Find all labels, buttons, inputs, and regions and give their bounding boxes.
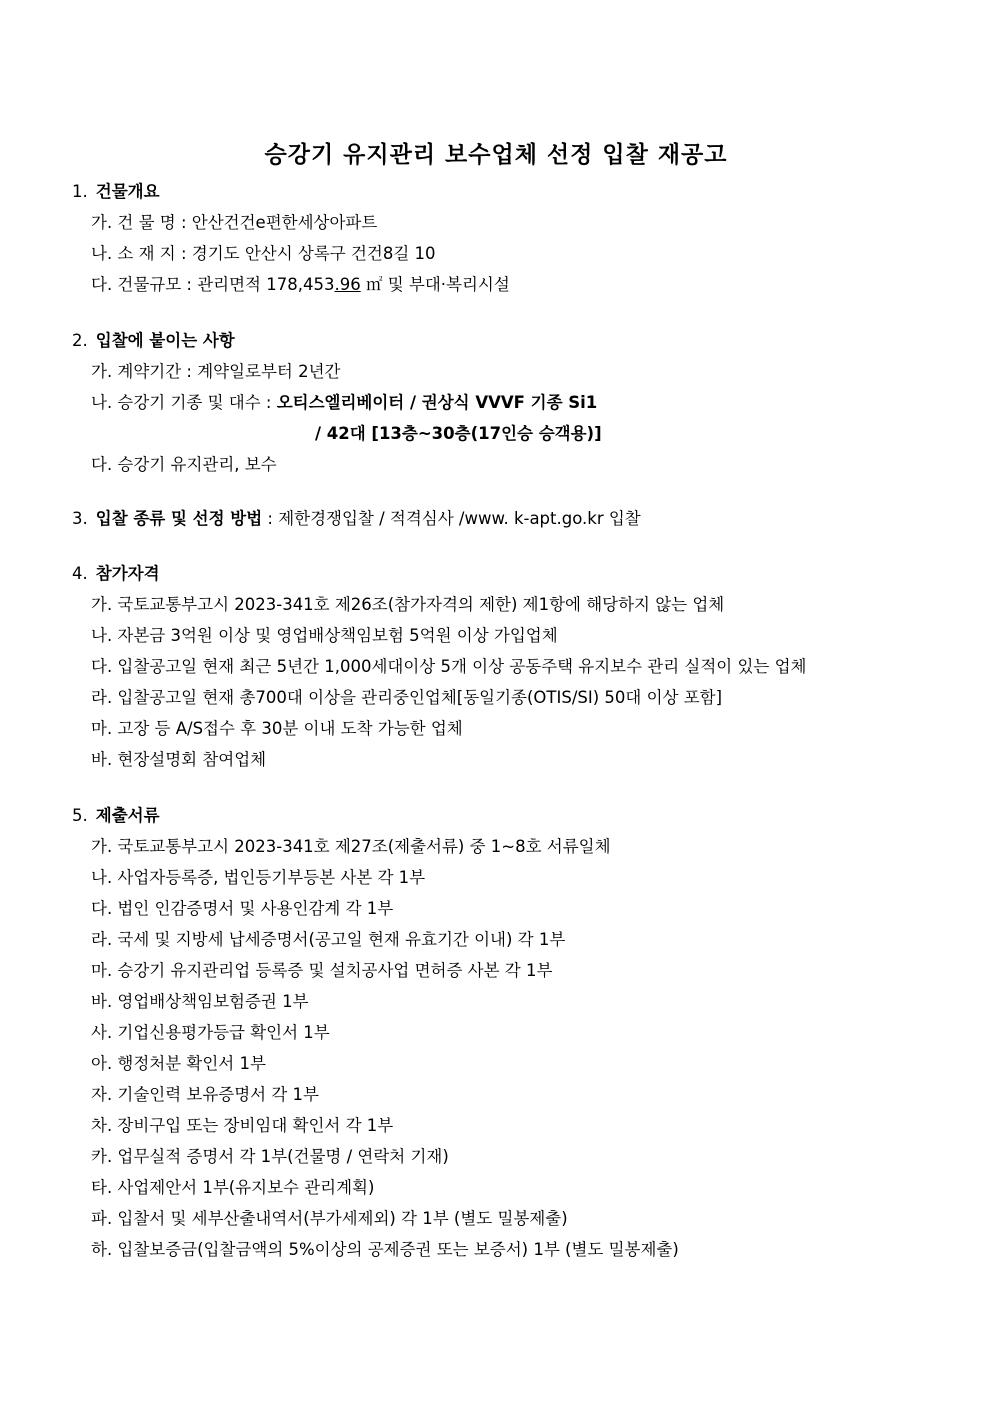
item-label: 나. 승강기 기종 및 대수 : — [91, 393, 277, 412]
list-item: 나. 자본금 3억원 이상 및 영업배상책임보험 5억원 이상 가입업체 — [91, 626, 558, 645]
list-item: 나. 사업자등록증, 법인등기부등본 사본 각 1부 — [91, 868, 426, 887]
item-label: 가. 건 물 명 : — [91, 213, 192, 232]
section-1-number: 1. — [72, 182, 88, 201]
list-item: 사. 기업신용평가등급 확인서 1부 — [91, 1023, 330, 1042]
section-3-title: 입찰 종류 및 선정 방법 — [95, 509, 263, 528]
section-4-title: 참가자격 — [95, 564, 160, 583]
section-1-heading — [72, 181, 160, 203]
list-item — [91, 361, 341, 383]
section-4-number: 4. — [72, 564, 88, 583]
list-item: 라. 국세 및 지방세 납세증명서(공고일 현재 유효기간 이내) 각 1부 — [91, 930, 566, 949]
item-text: 계약일로부터 2년간 — [197, 362, 341, 381]
list-item: 다. 입찰공고일 현재 최근 5년간 1,000세대이상 5개 이상 공동주택 유지보수 관리 실적이 있는 업체 — [91, 657, 807, 676]
section-5-title: 제출서류 — [95, 806, 160, 825]
item-text: 안산건건e편한세상아파트 — [191, 213, 378, 232]
item-label: 나. 소 재 지 : — [91, 244, 192, 263]
section-3-heading — [72, 508, 641, 530]
list-item — [91, 212, 377, 234]
list-item: 차. 장비구입 또는 장비임대 확인서 각 1부 — [91, 1116, 394, 1135]
list-item-continuation: / 42대 [13층~30층(17인승 승객용)] — [315, 424, 602, 443]
list-item: 마. 승강기 유지관리업 등록증 및 설치공사업 면허증 사본 각 1부 — [91, 961, 553, 980]
item-label: 다. 건물규모 : — [91, 275, 198, 294]
list-item — [91, 454, 277, 476]
item-text: 오티스엘리베이터 / 권상식 VVVF 기종 Si1 — [276, 393, 598, 412]
item-text: 관리면적 178,453 — [197, 275, 335, 294]
section-4-heading — [72, 563, 160, 585]
list-item: 바. 영업배상책임보험증권 1부 — [91, 992, 309, 1011]
list-item: 아. 행정처분 확인서 1부 — [91, 1054, 266, 1073]
list-item: 가. 국토교통부고시 2023-341호 제26조(참가자격의 제한) 제1항에 해당하지 않는 업체 — [91, 595, 725, 614]
section-2-title: 입찰에 붙이는 사항 — [95, 331, 235, 350]
list-item — [91, 392, 597, 414]
item-text: 승강기 유지관리, 보수 — [117, 455, 277, 474]
item-label: 다. — [91, 455, 118, 474]
list-item — [91, 243, 436, 265]
document-title: 승강기 유지관리 보수업체 선정 입찰 재공고 — [264, 142, 728, 168]
list-item: 라. 입찰공고일 현재 총700대 이상을 관리중인업체[동일기종(OTIS/SI) 50대 이상 포함] — [91, 688, 723, 707]
list-item: 타. 사업제안서 1부(유지보수 관리계획) — [91, 1178, 375, 1197]
section-3-text: : 제한경쟁입찰 / 적격심사 /www. k-apt.go.kr 입찰 — [262, 509, 641, 528]
item-label: 가. 계약기간 : — [91, 362, 198, 381]
list-item: 자. 기술인력 보유증명서 각 1부 — [91, 1085, 319, 1104]
list-item: 다. 법인 인감증명서 및 사용인감계 각 1부 — [91, 899, 394, 918]
section-3-number: 3. — [72, 509, 88, 528]
list-item — [91, 274, 510, 296]
list-item: 바. 현장설명회 참여업체 — [91, 750, 267, 769]
list-item: 파. 입찰서 및 세부산출내역서(부가세제외) 각 1부 (별도 밀봉제출) — [91, 1209, 568, 1228]
list-item: 카. 업무실적 증명서 각 1부(건물명 / 연락처 기재) — [91, 1147, 449, 1166]
section-5-heading — [72, 805, 160, 827]
section-1-title: 건물개요 — [95, 182, 160, 201]
section-2-number: 2. — [72, 331, 88, 350]
section-5-number: 5. — [72, 806, 88, 825]
list-item: 가. 국토교통부고시 2023-341호 제27조(제출서류) 중 1~8호 서류일체 — [91, 837, 611, 856]
item-text: ㎡ 및 부대·복리시설 — [360, 275, 510, 294]
list-item: 하. 입찰보증금(입찰금액의 5%이상의 공제증권 또는 보증서) 1부 (별도 밀봉제출) — [91, 1240, 679, 1259]
item-text: 경기도 안산시 상록구 건건8길 10 — [191, 244, 436, 263]
list-item: 마. 고장 등 A/S접수 후 30분 이내 도착 가능한 업체 — [91, 719, 463, 738]
item-text-underlined: .96 — [334, 275, 361, 294]
section-2-heading — [72, 330, 235, 352]
